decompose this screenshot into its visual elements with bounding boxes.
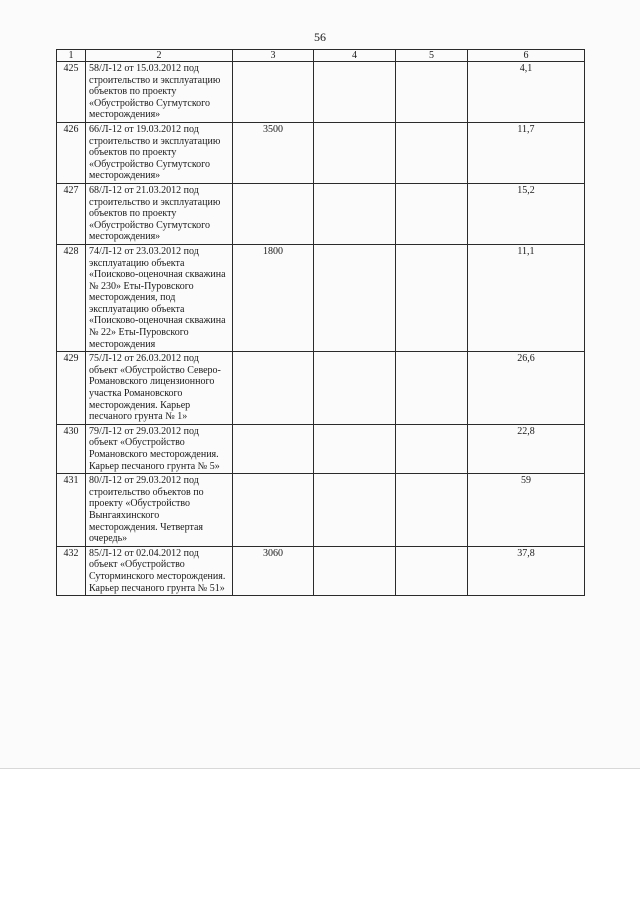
row-col5 [396,546,468,595]
row-col3: 3060 [233,546,314,595]
table-row [57,474,585,547]
row-col3 [233,183,314,244]
row-col3: 3500 [233,122,314,183]
row-col6: 4,1 [468,62,585,123]
row-col6: 15,2 [468,183,585,244]
row-number: 430 [57,424,86,473]
row-number: 431 [57,474,86,547]
row-col6: 59 [468,474,585,547]
table-row [57,62,585,123]
column-header: 3 [233,50,314,62]
row-col4 [314,244,396,351]
row-col6: 26,6 [468,352,585,425]
row-number: 425 [57,62,86,123]
row-col5 [396,244,468,351]
column-header: 6 [468,50,585,62]
row-col6: 37,8 [468,546,585,595]
table-header-row [57,50,585,62]
row-col6: 11,7 [468,122,585,183]
row-col4 [314,352,396,425]
table-row [57,352,585,425]
column-header: 4 [314,50,396,62]
row-col4 [314,546,396,595]
land-lease-table [56,49,585,596]
row-description: 80/Л-12 от 29.03.2012 под строительство объектов по проекту «Обустройство Вынгаяхинского месторождения. Четвертая очередь» [86,474,233,547]
row-description: 58/Л-12 от 15.03.2012 под строительство и эксплуатацию объектов по проекту «Обустройство Сугмутского месторождения» [86,62,233,123]
row-number: 426 [57,122,86,183]
table-row [57,122,585,183]
row-col5 [396,474,468,547]
row-number: 428 [57,244,86,351]
page-number: 56 [314,30,326,44]
table-row [57,183,585,244]
row-col4 [314,122,396,183]
row-col5 [396,424,468,473]
row-number: 427 [57,183,86,244]
row-description: 66/Л-12 от 19.03.2012 под строительство и эксплуатацию объектов по проекту «Обустройство Сугмутского месторождения» [86,122,233,183]
row-col4 [314,62,396,123]
row-col3: 1800 [233,244,314,351]
row-description: 75/Л-12 от 26.03.2012 под объект «Обустройство Северо-Романовского лицензионного участка Романовского месторождения. Карьер песчаного грунта № 1» [86,352,233,425]
row-description: 85/Л-12 от 02.04.2012 под объект «Обустройство Суторминского месторождения. Карьер песчаного грунта № 51» [86,546,233,595]
table-row [57,244,585,351]
column-header: 5 [396,50,468,62]
row-col5 [396,183,468,244]
row-col3 [233,352,314,425]
row-col3 [233,62,314,123]
row-col5 [396,62,468,123]
row-col5 [396,352,468,425]
row-col4 [314,424,396,473]
row-col5 [396,122,468,183]
column-header: 1 [57,50,86,62]
row-number: 432 [57,546,86,595]
row-col3 [233,474,314,547]
table-row [57,546,585,595]
row-description: 79/Л-12 от 29.03.2012 под объект «Обустройство Романовского месторождения. Карьер песчаного грунта № 5» [86,424,233,473]
table-row [57,424,585,473]
row-number: 429 [57,352,86,425]
row-col4 [314,183,396,244]
row-col4 [314,474,396,547]
row-col6: 22,8 [468,424,585,473]
column-header: 2 [86,50,233,62]
row-description: 68/Л-12 от 21.03.2012 под строительство и эксплуатацию объектов по проекту «Обустройство Сугмутского месторождения» [86,183,233,244]
row-col3 [233,424,314,473]
row-col6: 11,1 [468,244,585,351]
row-description: 74/Л-12 от 23.03.2012 под эксплуатацию объекта «Поисково-оценочная скважина № 230» Еты-Пуровского месторождения, под эксплуатацию объекта «Поисково-оценочная скважина № 22» Еты-Пуровского месторождения [86,244,233,351]
